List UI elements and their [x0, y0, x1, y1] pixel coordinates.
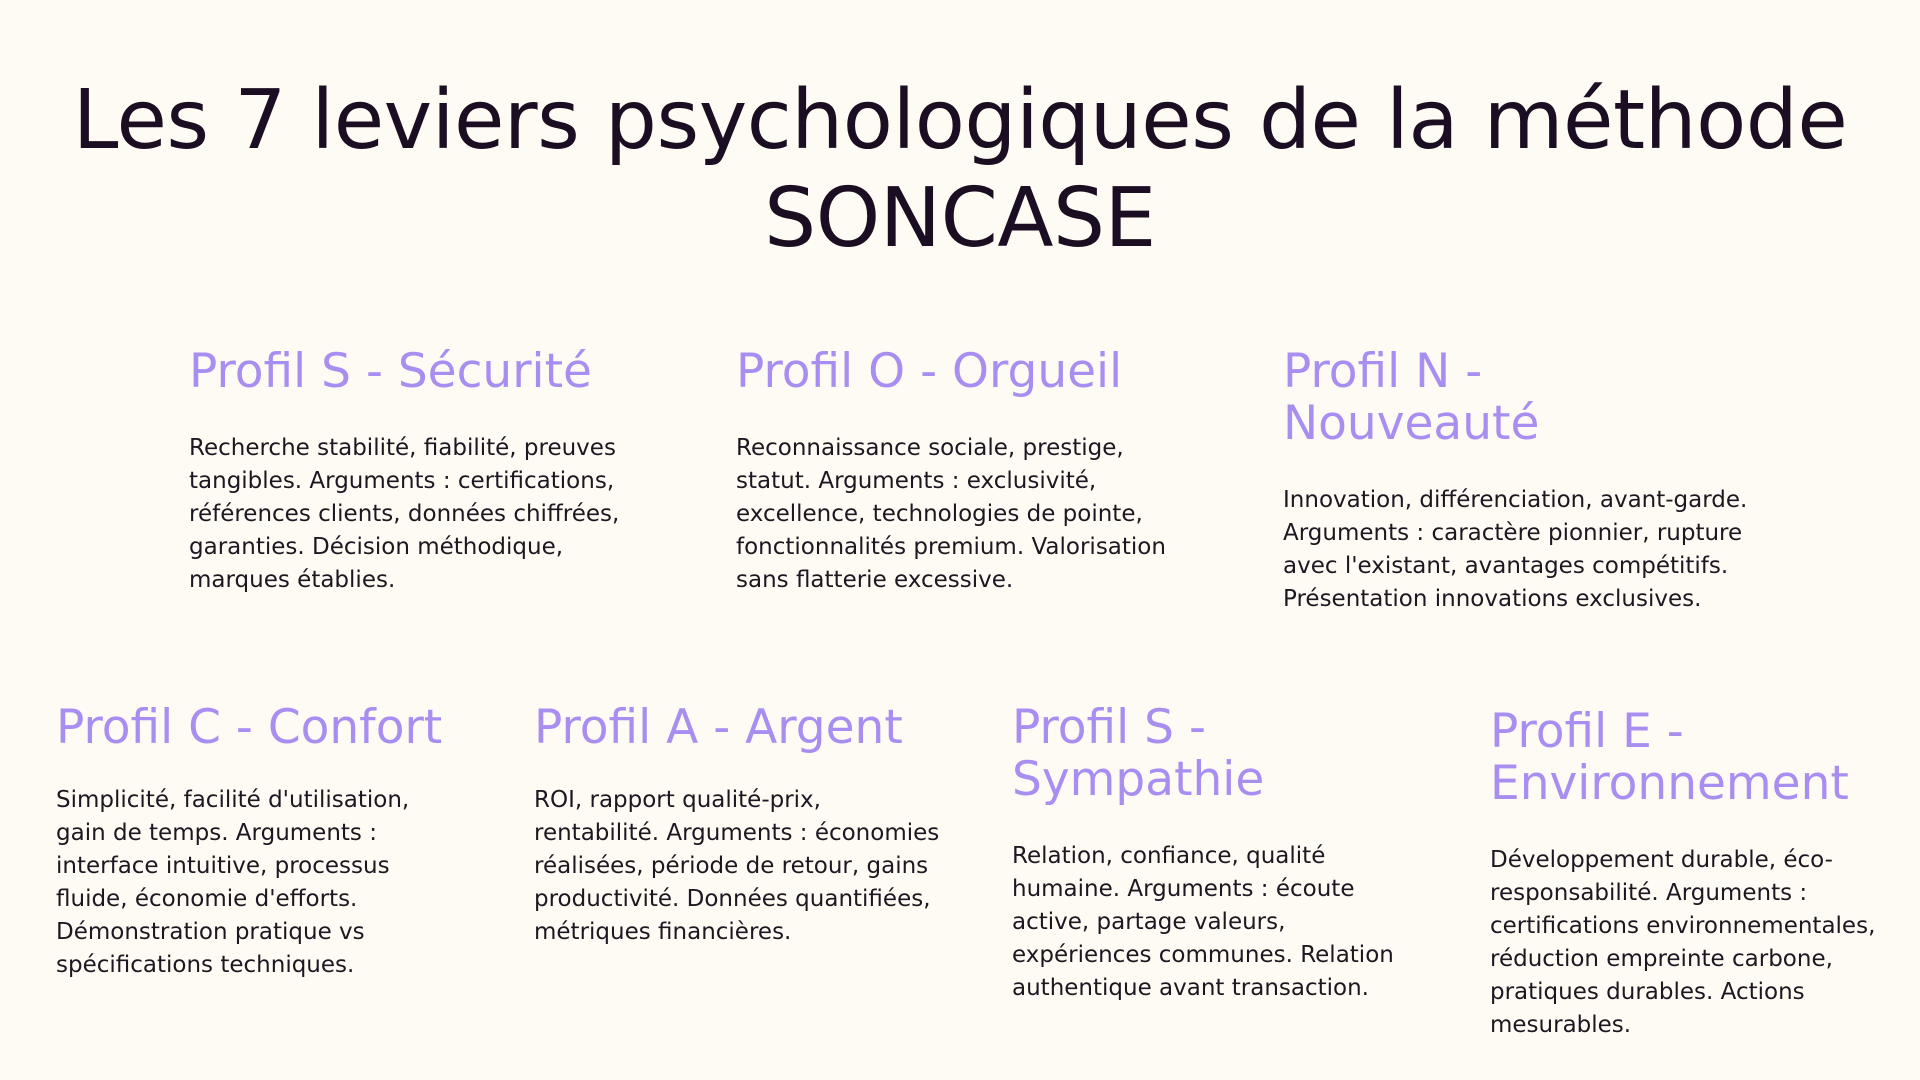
profile-description: Développement durable, éco-responsabilité. Arguments : certifications environnementales, réduction empreinte carbone, pratiques durables. Actions mesurables. — [1490, 847, 1876, 1038]
profile-description: Simplicité, facilité d'utilisation, gain de temps. Arguments : interface intuitive, processus fluide, économie d'efforts. Démonstration pratique vs spécifications techniques. — [56, 787, 410, 978]
profile-description: Innovation, différenciation, avant-garde. Arguments : caractère pionnier, rupture avec l'existant, avantages compétitifs. Présentation innovations exclusives. — [1283, 487, 1748, 612]
profile-card-sympathie — [1012, 702, 1422, 1005]
profile-description: Reconnaissance sociale, prestige, statut. Arguments : exclusivité, excellence, technologies de pointe, fonctionnalités premium. Valorisation sans flatterie excessive. — [736, 435, 1166, 593]
profile-heading: Profil S - Sécurité — [189, 344, 592, 399]
profile-heading: Profil O - Orgueil — [736, 344, 1123, 399]
profile-card-securite — [189, 346, 629, 597]
profile-heading: Profil E - Environnement — [1490, 704, 1849, 811]
profile-card-argent — [534, 702, 944, 949]
profile-card-nouveaute — [1283, 346, 1753, 616]
profile-description: ROI, rapport qualité-prix, rentabilité. Arguments : économies réalisées, période de retour, gains productivité. Données quantifiées, métriques financières. — [534, 787, 940, 945]
profile-heading: Profil A - Argent — [534, 700, 903, 755]
profile-card-confort — [56, 702, 466, 982]
profile-card-orgueil — [736, 346, 1176, 597]
profile-card-environnement — [1490, 706, 1900, 1042]
profile-description: Recherche stabilité, fiabilité, preuves tangibles. Arguments : certifications, références clients, données chiffrées, garanties. Décision méthodique, marques établies. — [189, 435, 620, 593]
profile-description: Relation, confiance, qualité humaine. Arguments : écoute active, partage valeurs, expériences communes. Relation authentique avant transaction. — [1012, 843, 1394, 1001]
profile-heading: Profil S - Sympathie — [1012, 700, 1265, 807]
slide-title: Les 7 leviers psychologiques de la méthode SONCASE — [72, 73, 1848, 266]
profile-heading: Profil N - Nouveauté — [1283, 344, 1540, 451]
profile-heading: Profil C - Confort — [56, 700, 443, 755]
